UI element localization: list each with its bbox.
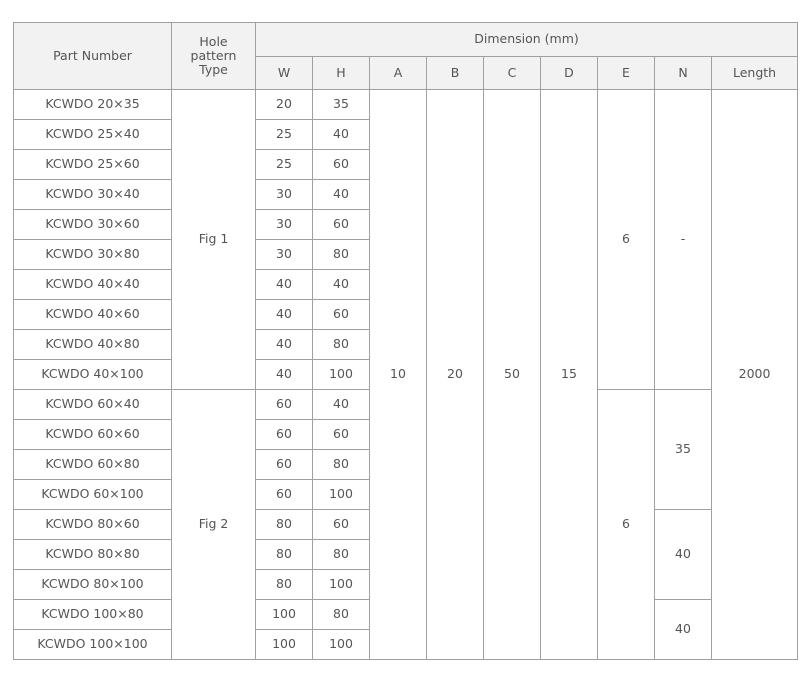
part-number-cell: KCWDO 25×60: [14, 150, 172, 180]
w-cell: 30: [256, 180, 313, 210]
header-length: Length: [712, 57, 798, 90]
header-h: H: [313, 57, 370, 90]
w-cell: 60: [256, 420, 313, 450]
header-n: N: [655, 57, 712, 90]
w-cell: 40: [256, 330, 313, 360]
h-cell: 60: [313, 210, 370, 240]
w-cell: 30: [256, 210, 313, 240]
w-cell: 20: [256, 90, 313, 120]
header-hole-pattern-type: [172, 23, 256, 90]
h-cell: 80: [313, 450, 370, 480]
h-cell: 100: [313, 480, 370, 510]
part-number-cell: KCWDO 60×80: [14, 450, 172, 480]
part-number-cell: KCWDO 40×80: [14, 330, 172, 360]
h-cell: 35: [313, 90, 370, 120]
header-e: E: [598, 57, 655, 90]
w-cell: 60: [256, 480, 313, 510]
part-number-cell: KCWDO 25×40: [14, 120, 172, 150]
w-cell: 40: [256, 270, 313, 300]
h-cell: 100: [313, 570, 370, 600]
w-cell: 60: [256, 450, 313, 480]
d-cell: 15: [541, 90, 598, 660]
h-cell: 100: [313, 630, 370, 660]
e-group2-cell: 6: [598, 390, 655, 660]
length-cell: 2000: [712, 90, 798, 660]
header-dimension: Dimension (mm): [256, 23, 798, 57]
part-number-cell: KCWDO 80×80: [14, 540, 172, 570]
h-cell: 80: [313, 330, 370, 360]
b-cell: 20: [427, 90, 484, 660]
part-number-cell: KCWDO 60×40: [14, 390, 172, 420]
c-cell: 50: [484, 90, 541, 660]
n-group3-cell: 40: [655, 510, 712, 600]
table-header: [14, 23, 798, 90]
h-cell: 60: [313, 150, 370, 180]
header-w: W: [256, 57, 313, 90]
h-cell: 40: [313, 120, 370, 150]
h-cell: 80: [313, 240, 370, 270]
header-part-number: Part Number: [14, 23, 172, 90]
w-cell: 80: [256, 540, 313, 570]
a-cell: 10: [370, 90, 427, 660]
hole-pattern-fig2-cell: Fig 2: [172, 390, 256, 660]
w-cell: 100: [256, 630, 313, 660]
part-number-cell: KCWDO 20×35: [14, 90, 172, 120]
w-cell: 80: [256, 510, 313, 540]
part-number-cell: KCWDO 40×60: [14, 300, 172, 330]
n-group4-cell: 40: [655, 600, 712, 660]
w-cell: 80: [256, 570, 313, 600]
w-cell: 100: [256, 600, 313, 630]
h-cell: 80: [313, 540, 370, 570]
h-cell: 80: [313, 600, 370, 630]
h-cell: 40: [313, 180, 370, 210]
e-group1-cell: 6: [598, 90, 655, 390]
part-number-cell: KCWDO 60×100: [14, 480, 172, 510]
table-body: [14, 90, 798, 660]
h-cell: 100: [313, 360, 370, 390]
part-number-cell: KCWDO 100×80: [14, 600, 172, 630]
hole-pattern-fig1-cell: Fig 1: [172, 90, 256, 390]
part-number-cell: KCWDO 80×100: [14, 570, 172, 600]
part-number-cell: KCWDO 60×60: [14, 420, 172, 450]
h-cell: 60: [313, 420, 370, 450]
w-cell: 40: [256, 360, 313, 390]
header-hole-pattern-label: Hole pattern Type: [190, 33, 237, 77]
w-cell: 60: [256, 390, 313, 420]
part-number-cell: KCWDO 30×40: [14, 180, 172, 210]
header-d: D: [541, 57, 598, 90]
part-number-cell: KCWDO 100×100: [14, 630, 172, 660]
h-cell: 60: [313, 510, 370, 540]
table-row: [14, 90, 798, 120]
part-number-cell: KCWDO 80×60: [14, 510, 172, 540]
h-cell: 60: [313, 300, 370, 330]
n-group1-cell: -: [655, 90, 712, 390]
part-number-cell: KCWDO 40×40: [14, 270, 172, 300]
part-number-cell: KCWDO 30×60: [14, 210, 172, 240]
n-group2-cell: 35: [655, 390, 712, 510]
header-c: C: [484, 57, 541, 90]
header-a: A: [370, 57, 427, 90]
w-cell: 25: [256, 120, 313, 150]
part-number-cell: KCWDO 30×80: [14, 240, 172, 270]
w-cell: 30: [256, 240, 313, 270]
spec-table: [13, 22, 798, 660]
w-cell: 40: [256, 300, 313, 330]
h-cell: 40: [313, 270, 370, 300]
part-number-cell: KCWDO 40×100: [14, 360, 172, 390]
w-cell: 25: [256, 150, 313, 180]
h-cell: 40: [313, 390, 370, 420]
header-b: B: [427, 57, 484, 90]
